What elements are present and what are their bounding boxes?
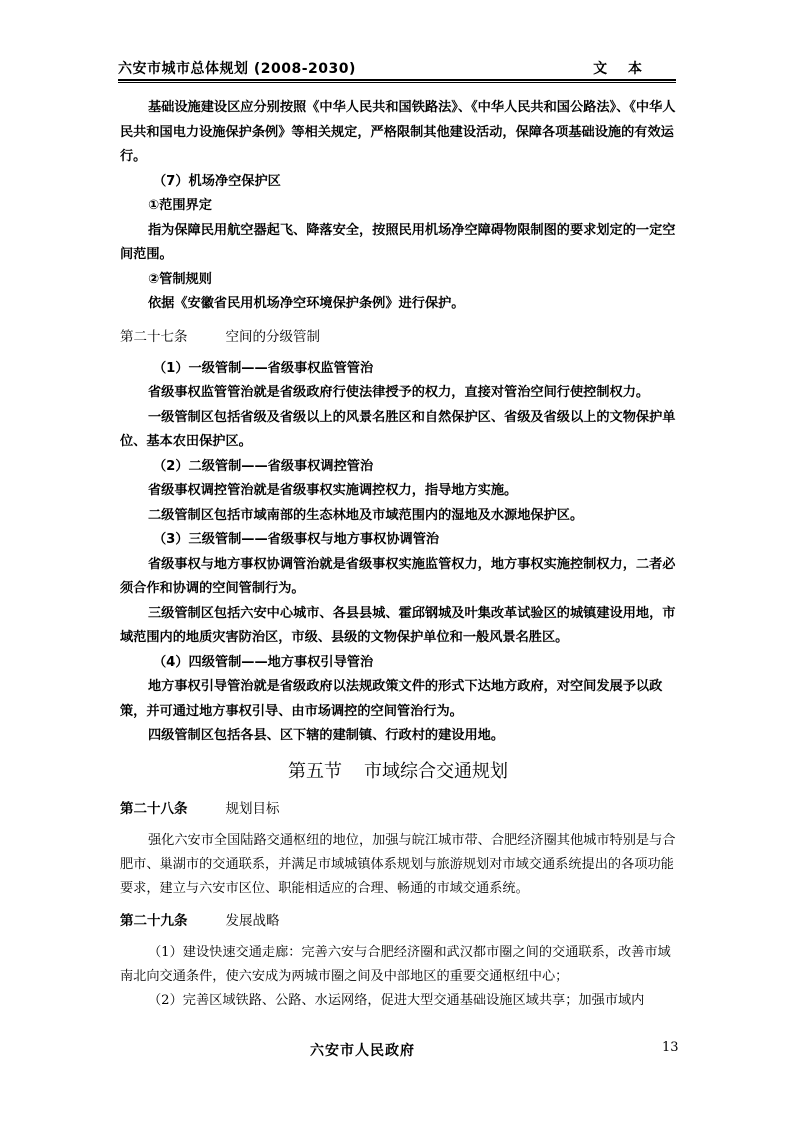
paragraph: （2）完善区域铁路、公路、水运网络，促进大型交通基础设施区域共享；加强市域内: [148, 992, 645, 1008]
subheading: （7）机场净空保护区: [153, 173, 281, 189]
page-content: [120, 96, 676, 1013]
article-title: 规划目标: [225, 800, 280, 817]
subheading: （4）四级管制——地方事权引导管治: [153, 654, 374, 670]
paragraph: 省级事权调控管治就是省级事权实施调控权力，指导地方实施。: [148, 483, 518, 498]
article-title: 发展战略: [225, 912, 280, 929]
page-header: [118, 56, 676, 80]
paragraph: 二级管制区包括市域南部的生态林地及市域范围内的湿地及水源地保护区。: [148, 507, 584, 523]
section-title: 市域综合交通规划: [364, 760, 508, 782]
article-title: 空间的分级管制: [225, 328, 320, 345]
subheading: （3）三级管制——省级事权与地方事权协调管治: [153, 532, 440, 547]
article-heading: [120, 797, 676, 821]
paragraph: （1）建设快速交通走廊：完善六安与合肥经济圈和武汉都市圈之间的交通联系，改善市域南北向交通条件，使六安成为两城市圈之间及中部地区的重要交通枢纽中心；: [120, 944, 671, 984]
subheading: ②管制规则: [148, 271, 212, 287]
section-number: 第五节: [288, 760, 342, 782]
paragraph: 强化六安市全国陆路交通枢纽的地位，加强与皖江城市带、合肥经济圈其他城市特别是与合肥市、巢湖市的交通联系，并满足市域城镇体系规划与旅游规划对市域交通系统提出的各项功能要求，建立与六安市区位、职能相适应的合理、畅通的市域交通系统。: [120, 832, 676, 896]
footer-organization: 六安市人民政府: [310, 1043, 415, 1059]
section-heading: [120, 757, 676, 787]
article-number: 第二十九条: [120, 912, 188, 929]
paragraph: 省级事权与地方事权协调管治就是省级事权实施监管权力，地方事权实施控制权力，二者必须合作和协调的空间管制行为。: [120, 556, 676, 596]
subheading: （1）一级管制——省级事权监管管治: [153, 360, 374, 376]
paragraph: 省级事权监管管治就是省级政府行使法律授予的权力，直接对管治空间行使控制权力。: [148, 385, 650, 400]
paragraph: 基础设施建设区应分别按照《中华人民共和国铁路法》、《中华人民共和国公路法》、《中华人民共和国电力设施保护条例》等相关规定，严格限制其他建设活动，保障各项基础设施的有效运行。: [120, 100, 676, 164]
paragraph: 指为保障民用航空器起飞、降落安全，按照民用机场净空障碍物限制图的要求划定的一定空间范围。: [120, 222, 676, 262]
paragraph: 一级管制区包括省级及省级以上的风景名胜区和自然保护区、省级及省级以上的文物保护单位、基本农田保护区。: [120, 409, 676, 449]
paragraph: 地方事权引导管治就是省级政府以法规政策文件的形式下达地方政府，对空间发展予以政策，并可通过地方事权引导、由市场调控的空间管治行为。: [120, 679, 663, 719]
header-doc-type: 文 本: [593, 61, 650, 77]
header-title: 六安市城市总体规划 (2008-2030): [118, 61, 356, 77]
article-heading: [120, 909, 676, 933]
header-rule-thin: [118, 82, 676, 83]
article-number: 第二十八条: [120, 800, 188, 817]
subheading: （2）二级管制——省级事权调控管治: [153, 458, 374, 474]
header-rule-thick: [118, 79, 676, 81]
paragraph: 三级管制区包括六安中心城市、各县县城、霍邱钢城及叶集改革试验区的城镇建设用地，市域范围内的地质灾害防治区，市级、县级的文物保护单位和一般风景名胜区。: [120, 605, 676, 645]
paragraph: 四级管制区包括各县、区下辖的建制镇、行政村的建设用地。: [148, 728, 505, 743]
article-heading: [120, 325, 676, 349]
page-number: 13: [662, 1040, 679, 1055]
subheading: ①范围界定: [148, 198, 212, 213]
article-number: 第二十七条: [120, 328, 188, 345]
paragraph: 依据《安徽省民用机场净空环境保护条例》进行保护。: [148, 296, 465, 311]
page-footer: [0, 1040, 793, 1064]
